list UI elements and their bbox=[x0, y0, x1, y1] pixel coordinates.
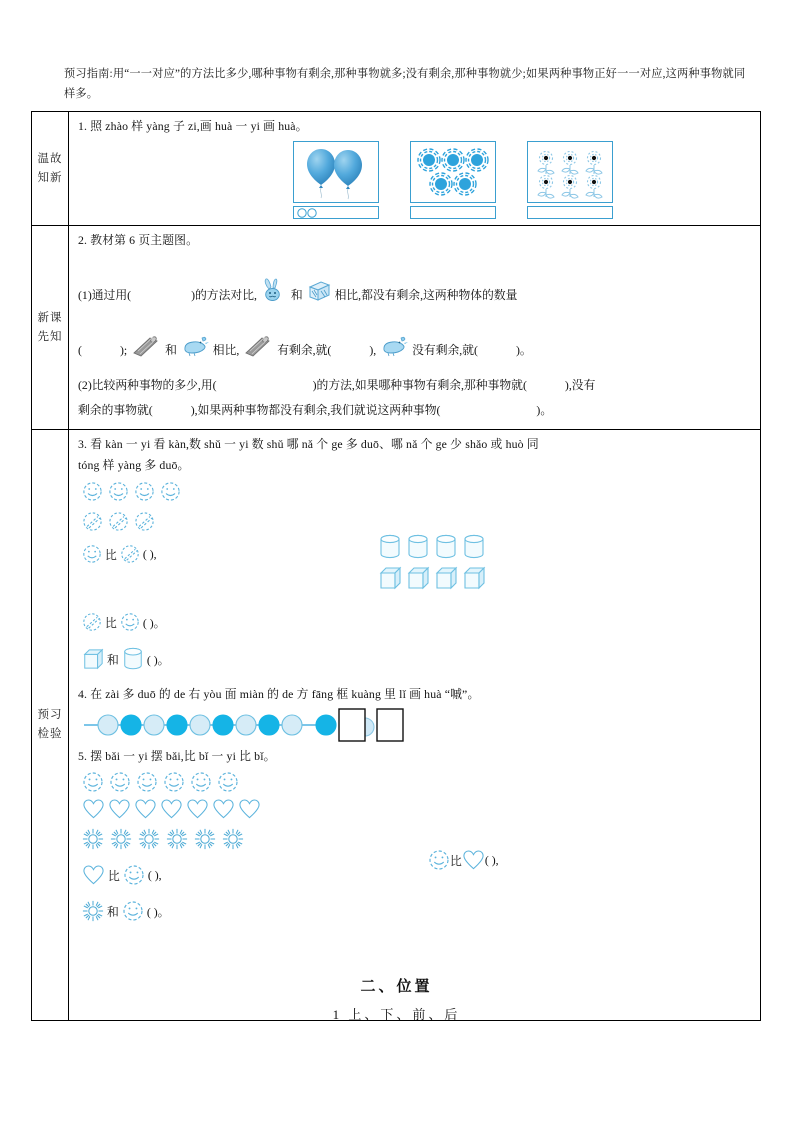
q2-line2-part-e: 有剩余,就( bbox=[277, 343, 332, 358]
question-2-line-1 bbox=[78, 279, 754, 314]
answer-box-flowers[interactable] bbox=[527, 206, 613, 219]
sun-icon bbox=[138, 828, 160, 850]
bead-dark bbox=[259, 715, 279, 735]
q2-line2-part-c: 和 bbox=[165, 343, 177, 358]
q3-cmp2-operator: 比 bbox=[105, 615, 117, 630]
q2-line2-part-g: 没有剩余,就( bbox=[412, 343, 478, 358]
question-3-line-1: 3. 看 kàn 一 yi 看 kàn,数 shǔ 一 yi 数 shǔ 哪 nǎ 个 ge 多 duō、哪 nǎ 个 ge 少 shǎo 或 huò 同 bbox=[78, 437, 539, 451]
rabbit-icon bbox=[260, 278, 288, 313]
q2-line3-part-a: (2)比较两种事物的多少,用( bbox=[78, 378, 217, 392]
q2-line1-part-c: 和 bbox=[290, 288, 303, 303]
cube-icon bbox=[462, 565, 486, 591]
q5-cmp3-operator: 和 bbox=[107, 904, 119, 919]
q3-cmp3-blank[interactable]: ( )。 bbox=[146, 652, 170, 667]
smiley-icon bbox=[82, 481, 103, 502]
q5-cmp2-operator: 比 bbox=[108, 868, 120, 883]
chapter-heading: 二、位置 bbox=[360, 979, 433, 995]
question-2-line-3 bbox=[78, 373, 754, 398]
q2-line1-part-b: )的方法对比, bbox=[191, 288, 257, 303]
table-row-newlesson bbox=[32, 226, 760, 430]
question-1-text: 1. 照 zhào 样 yàng 子 zi,画 huà 一 yi 画 huà。 bbox=[78, 119, 308, 133]
table-row-practice bbox=[32, 430, 760, 1020]
q5-smiley-row bbox=[82, 771, 754, 793]
bead-light bbox=[144, 715, 164, 735]
lesson-heading: 1 上、下、前、后 bbox=[332, 1007, 461, 1022]
question-5-text: 5. 摆 bǎi 一 yi 摆 bǎi,比 bǐ 一 yi 比 bǐ。 bbox=[78, 749, 276, 763]
smiley-icon bbox=[109, 771, 131, 793]
row-label-practice-line1: 预习 bbox=[37, 709, 63, 721]
smiley-icon bbox=[123, 864, 145, 886]
smiley-icon bbox=[134, 481, 155, 502]
q3-comparison-2 bbox=[82, 612, 754, 632]
question-2-title: 2. 教材第 6 页主题图。 bbox=[78, 233, 199, 247]
q2-line2-part-f: ), bbox=[369, 343, 377, 358]
bead-light bbox=[190, 715, 210, 735]
row-label-review-line2: 知新 bbox=[37, 171, 63, 184]
q3-cmp3-operator: 和 bbox=[107, 652, 119, 667]
cube-icon bbox=[434, 565, 458, 591]
heart-icon bbox=[108, 798, 131, 820]
flowers-icon bbox=[533, 145, 607, 199]
heart-icon bbox=[82, 798, 105, 820]
q2-line4-part-b: ),如果两种事物都没有剩余,我们就说这两种事物( bbox=[190, 403, 441, 417]
q3-cylinder-row bbox=[378, 533, 486, 561]
heart-icon bbox=[134, 798, 157, 820]
question-4-bead-strip bbox=[78, 708, 754, 742]
q2-line2-part-a: ( bbox=[78, 343, 82, 358]
smiley-icon bbox=[82, 771, 104, 793]
heart-icon bbox=[462, 849, 485, 871]
sun-icon bbox=[194, 828, 216, 850]
balloons-icon bbox=[301, 144, 371, 200]
ball-icon bbox=[108, 511, 129, 532]
chicken-icon-2 bbox=[379, 335, 409, 366]
row-body-practice bbox=[69, 430, 760, 1020]
bead-dark bbox=[316, 715, 336, 735]
row-label-newlesson bbox=[32, 226, 69, 429]
q2-line4-part-a: 剩余的事物就( bbox=[78, 403, 153, 417]
q5-cmp3-blank[interactable]: ( )。 bbox=[146, 904, 170, 919]
heart-icon bbox=[238, 798, 261, 820]
smiley-icon bbox=[122, 900, 144, 922]
question-4-text: 4. 在 zài 多 duō 的 de 右 yòu 面 miàn 的 de 方 fāng 框 kuàng 里 lǐ 画 huà “嘁”。 bbox=[78, 687, 480, 701]
smiley-icon bbox=[163, 771, 185, 793]
cube-icon bbox=[378, 565, 402, 591]
sun-icon bbox=[82, 828, 104, 850]
ball-icon bbox=[82, 511, 103, 532]
q3-ball-row bbox=[82, 511, 754, 532]
cylinder-icon bbox=[406, 533, 430, 561]
q3-cmp2-blank[interactable]: ( )。 bbox=[142, 615, 166, 630]
q2-line3-part-b: )的方法,如果哪种事物有剩余,那种事物就( bbox=[312, 378, 527, 392]
bead-dark bbox=[213, 715, 233, 735]
sun-icon bbox=[222, 828, 244, 850]
smiley-icon bbox=[217, 771, 239, 793]
q5-cmp1-blank[interactable]: ( ), bbox=[484, 852, 499, 867]
row-body-review bbox=[69, 112, 760, 225]
q2-line3-part-c: ),没有 bbox=[564, 378, 596, 392]
picture-box-soccer-balls bbox=[410, 141, 496, 203]
question-1-picture-row bbox=[293, 141, 754, 219]
q2-line1-part-d: 相比,都没有剩余,这两种物体的数量 bbox=[334, 288, 518, 303]
q5-comparison-2 bbox=[82, 864, 754, 886]
cube-icon bbox=[82, 647, 104, 671]
sun-icon bbox=[166, 828, 188, 850]
row-label-practice bbox=[32, 430, 69, 1020]
bead-light bbox=[98, 715, 118, 735]
question-2-line-2 bbox=[78, 336, 754, 367]
cylinder-icon bbox=[462, 533, 486, 561]
chicken-icon bbox=[180, 335, 210, 366]
smiley-icon bbox=[82, 544, 102, 564]
heart-icon bbox=[186, 798, 209, 820]
bead-chain-icon bbox=[78, 708, 418, 742]
bead-dark bbox=[121, 715, 141, 735]
q5-heart-row bbox=[82, 798, 754, 820]
row-body-newlesson bbox=[69, 226, 760, 429]
q3-cmp1-blank[interactable]: ( ), bbox=[142, 546, 157, 561]
heart-icon bbox=[212, 798, 235, 820]
answer-square-1 bbox=[339, 709, 365, 741]
ball-icon bbox=[120, 544, 140, 564]
smiley-icon bbox=[160, 481, 181, 502]
picture-box-flowers bbox=[527, 141, 613, 203]
ball-icon bbox=[134, 511, 155, 532]
cube-box-icon bbox=[306, 279, 332, 312]
bead-light bbox=[282, 715, 302, 735]
q3-comparison-3 bbox=[82, 646, 754, 672]
q2-line2-part-b: ); bbox=[119, 343, 128, 358]
smiley-icon bbox=[190, 771, 212, 793]
q2-line4-part-c: )。 bbox=[536, 403, 553, 417]
question-3-line-2: tóng 样 yàng 多 duō。 bbox=[78, 458, 190, 472]
answer-box-soccer-balls[interactable] bbox=[410, 206, 496, 219]
sun-icon bbox=[110, 828, 132, 850]
q5-comparison-1 bbox=[428, 849, 499, 871]
worksheet-table bbox=[31, 111, 761, 1021]
question-5-body bbox=[78, 771, 754, 922]
soccer-balls-icon bbox=[415, 145, 491, 199]
q2-line1-part-a: (1)通过用( bbox=[78, 288, 132, 303]
heart-icon bbox=[160, 798, 183, 820]
smiley-icon bbox=[136, 771, 158, 793]
answer-box-balloons[interactable] bbox=[293, 206, 379, 219]
row-label-newlesson-line1: 新课 bbox=[37, 311, 63, 324]
answer-square-2 bbox=[377, 709, 403, 741]
q3-cube-row bbox=[378, 565, 486, 591]
log-icon-2 bbox=[242, 335, 274, 366]
q5-comparison-3 bbox=[82, 900, 754, 922]
q2-line2-part-h: )。 bbox=[515, 343, 532, 358]
table-row-review bbox=[32, 112, 760, 226]
cylinder-icon bbox=[378, 533, 402, 561]
q5-sun-row bbox=[82, 828, 754, 850]
picture-cell-flowers bbox=[527, 141, 613, 219]
row-label-review bbox=[32, 112, 69, 225]
picture-box-balloons bbox=[293, 141, 379, 203]
question-2-line-4 bbox=[78, 398, 754, 423]
smiley-icon bbox=[108, 481, 129, 502]
smiley-icon bbox=[120, 612, 140, 632]
q3-smiley-row bbox=[82, 481, 754, 502]
q2-line2-part-d: 相比, bbox=[212, 343, 240, 358]
picture-cell-soccer-balls bbox=[410, 141, 496, 219]
bead-dark bbox=[167, 715, 187, 735]
picture-cell-balloons bbox=[293, 141, 379, 219]
sun-icon bbox=[82, 900, 104, 922]
row-label-newlesson-line2: 先知 bbox=[37, 330, 63, 343]
q5-cmp1-operator: 比 bbox=[450, 853, 462, 868]
answer-circles-icon bbox=[296, 208, 320, 218]
q5-cmp2-blank[interactable]: ( ), bbox=[147, 867, 162, 882]
log-icon bbox=[130, 335, 162, 366]
row-label-review-line1: 温故 bbox=[37, 152, 63, 165]
q3-solids-group bbox=[378, 533, 486, 591]
smiley-icon bbox=[428, 849, 450, 871]
heart-icon bbox=[82, 864, 105, 886]
cube-icon bbox=[406, 565, 430, 591]
cylinder-icon bbox=[434, 533, 458, 561]
cylinder-icon bbox=[122, 646, 144, 672]
ball-icon bbox=[82, 612, 102, 632]
bead-light bbox=[236, 715, 256, 735]
q3-cmp1-operator: 比 bbox=[105, 547, 117, 562]
preview-guide-text: 预习指南:用“一一对应”的方法比多少,哪种事物有剩余,那种事物就多;没有剩余,那种事物就少;如果两种事物正好一一对应,这两种事物就同样多。 bbox=[64, 68, 746, 100]
row-label-practice-line2: 检验 bbox=[37, 728, 63, 740]
